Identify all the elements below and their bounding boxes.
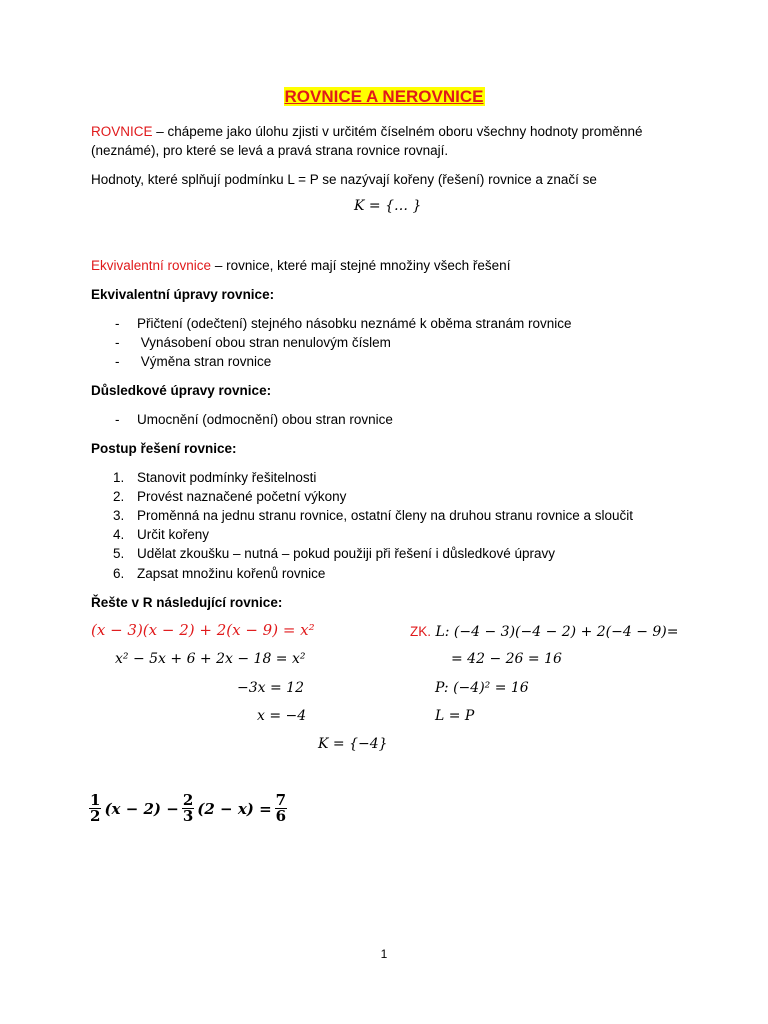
intro-definition: – chápeme jako úlohu zjisti v určitém číselném oboru všechny hodnoty proměnné bbox=[152, 124, 643, 139]
numbered-item: 1. Stanovit podmínky řešitelnosti bbox=[113, 470, 317, 485]
fraction-2: $\frac{2}{3}$ bbox=[182, 791, 194, 825]
equation-1: (x − 3)(x − 2) + 2(x − 9) = x² bbox=[91, 621, 315, 639]
solution-result: K = {−4} bbox=[318, 736, 388, 752]
check-right: P: (−4)² = 16 bbox=[435, 680, 529, 696]
intro-line-1 bbox=[91, 122, 643, 141]
check-left-expression: L: (−4 − 3)(−4 − 2) + 2(−4 − 9)= bbox=[431, 624, 679, 640]
page-number: 1 bbox=[380, 947, 388, 961]
check-equality: L = P bbox=[435, 708, 475, 724]
equivalent-definition-line bbox=[91, 256, 510, 275]
intro-line-3: Hodnoty, které splňují podmínku L = P se nazývají kořeny (řešení) rovnice a značí se bbox=[91, 172, 597, 187]
equation-2 bbox=[89, 793, 287, 824]
list-item: - Přičtení (odečtení) stejného násobku neznámé k oběma stranám rovnice bbox=[115, 316, 572, 331]
term-rovnice: ROVNICE bbox=[91, 124, 153, 139]
equivalent-definition: – rovnice, které mají stejné množiny všech řešení bbox=[211, 258, 511, 273]
intro-line-2: (neznámé), pro které se levá a pravá strana rovnice rovnají. bbox=[91, 143, 449, 158]
term-equivalent: Ekvivalentní rovnice bbox=[91, 258, 212, 273]
check-label: ZK. bbox=[410, 624, 432, 639]
numbered-item: 3. Proměnná na jednu stranu rovnice, ostatní členy na druhou stranu rovnice a sloučit bbox=[113, 508, 634, 523]
check-line-left bbox=[410, 622, 679, 641]
fraction-1: $\frac{1}{2}$ bbox=[90, 791, 101, 825]
fraction-3: $\frac{7}{6}$ bbox=[275, 791, 287, 825]
equation-2-part-2: (2 − x) = bbox=[197, 799, 272, 818]
check-left-result: = 42 − 26 = 16 bbox=[451, 651, 562, 667]
solution-step-2: −3x = 12 bbox=[237, 680, 304, 696]
numbered-item: 6. Zapsat množinu kořenů rovnice bbox=[113, 566, 326, 581]
list-item: - Vynásobení obou stran nenulovým číslem bbox=[115, 335, 391, 350]
set-notation: K = {… } bbox=[354, 198, 422, 214]
equivalent-heading: Ekvivalentní úpravy rovnice: bbox=[91, 287, 275, 302]
list-item: - Výměna stran rovnice bbox=[115, 354, 272, 369]
numbered-item: 5. Udělat zkoušku – nutná – pokud použiji při řešení i důsledkové úpravy bbox=[113, 546, 555, 561]
exercise-heading: Řešte v R následující rovnice: bbox=[91, 595, 283, 610]
procedure-heading: Postup řešení rovnice: bbox=[91, 441, 237, 456]
consequent-heading: Důsledkové úpravy rovnice: bbox=[91, 383, 272, 398]
page-title: ROVNICE A NEROVNICE bbox=[284, 87, 484, 106]
solution-step-1: x² − 5x + 6 + 2x − 18 = x² bbox=[115, 651, 306, 667]
numbered-item: 4. Určit kořeny bbox=[113, 527, 210, 542]
solution-step-3: x = −4 bbox=[257, 708, 307, 724]
equation-2-part-1: (x − 2) − bbox=[104, 799, 179, 818]
numbered-item: 2. Provést naznačené početní výkony bbox=[113, 489, 347, 504]
list-item: - Umocnění (odmocnění) obou stran rovnice bbox=[115, 412, 393, 427]
